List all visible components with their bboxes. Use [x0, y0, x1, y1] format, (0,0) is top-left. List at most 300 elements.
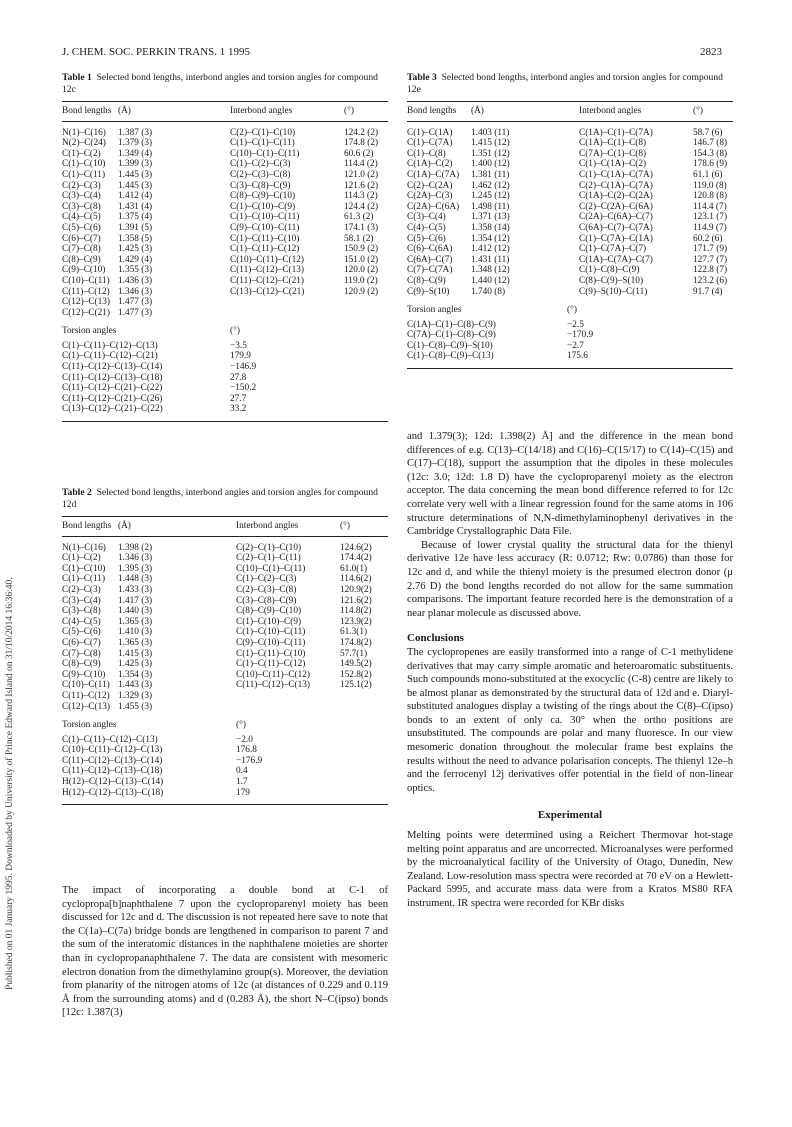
table-cell: 176.8: [236, 745, 257, 756]
table-cell: C(8)–C(9)–S(10): [579, 275, 644, 286]
torsion-row: [407, 330, 733, 341]
table-cell: C(10)–C(11)–C(12)–C(13): [62, 745, 163, 756]
table-cell: 58.7 (6): [693, 127, 723, 138]
table-cell: C(11)–C(12): [62, 286, 110, 297]
table-row: [62, 702, 388, 713]
table-row: [407, 234, 733, 245]
table-cell: [230, 308, 344, 319]
table-cell: 1.415 (3): [118, 648, 153, 659]
table-cell: C(5)–C(6): [62, 627, 101, 638]
table-cell: C(8)–C(9)–C(10): [236, 606, 302, 617]
conclusions-paragraph: The cyclopropenes are easily transformed into a range of C-1 methylidene derivatives that may carry simple aromatic and heteroaromatic substituents. Such compounds mono-substituted at the exocyclic (C-8) centre are likely to be almost planar as demonstrated by the structural data of 12d and e. Diaryl-substituted analogues display a twisting of the rings about the C(8)–C(ipso) bonds to an extent of only ca. 30° when the ortho positions are unsubstituted. The compounds are polar and many fluoresce. In our view mesomeric donation throughout the molecular frame best explains the results without the need to advance polarisation concepts. The thienyl 12e–h and the ferrocenyl 12j derivatives offer potential in the field of non-linear optics.: [407, 646, 733, 794]
table-row: [62, 543, 388, 554]
table-row: [62, 670, 388, 681]
table-cell: C(11)–C(12)–C(13): [230, 265, 305, 276]
table-cell: C(11)–C(12)–C(13)–C(14): [62, 755, 163, 766]
table-row: [62, 265, 388, 276]
left-paragraph: The impact of incorporating a double bond at C-1 of cyclopropa[b]naphthalene 7 upon the cycloproparenyl moiety has been discussed for 12c and d. The discussion is not repeated here save to note that the C(1a)–C(7a) bridge bonds are lengthened in comparison to parent 7 and the sum of the interatomic distances in the naphthalene moieties are shorter than in cyclopropanaphthalene 7. The data are consistent with mesomeric electron donation from the dimethylamino group(s). Moreover, the deviation from planarity of the nitrogen atoms of 12c (at distances of 0.229 and 0.119 Å from the surrounding atoms) and d (0.283 Å), the short N–C(ipso) bonds [12c: 1.387(3): [62, 885, 388, 1019]
table-cell: C(3)–C(4): [62, 595, 101, 606]
table-cell: C(1A)–C(1)–C(7A): [579, 127, 653, 138]
table-cell: C(6)–C(7): [62, 637, 101, 648]
running-header: J. CHEM. SOC. PERKIN TRANS. 1 1995: [62, 46, 251, 58]
table-cell: 1.355 (3): [118, 265, 153, 276]
table-cell: 122.8 (7): [693, 265, 728, 276]
table-cell: C(10)–C(1)–C(11): [230, 148, 300, 159]
table-row: [407, 181, 733, 192]
torsion-row: [62, 735, 388, 746]
table-cell: C(1)–C(10): [62, 159, 106, 170]
table-cell: 150.9 (2): [344, 244, 379, 255]
table-cell: C(1)–C(10)–C(9): [230, 201, 296, 212]
table-cell: C(8)–C(9): [62, 659, 101, 670]
table-cell: C(11)–C(12)–C(13)–C(18): [62, 372, 163, 383]
page-number: 2823: [700, 46, 722, 58]
table-cell: C(1A)–C(1)–C(8): [579, 138, 647, 149]
table-cell: C(7)–C(7A): [407, 265, 453, 276]
table-cell: 1.440 (12): [471, 275, 510, 286]
table1-label: Table 1: [62, 72, 92, 83]
torsion-row: [62, 341, 388, 352]
torsion-header-row: [407, 305, 733, 320]
table-cell: C(1)–C(7A)–C(7): [579, 244, 647, 255]
table-cell: C(2)–C(3)–C(8): [230, 169, 291, 180]
table-cell: H(12)–C(12)–C(13)–C(14): [62, 777, 164, 788]
torsion-row: [62, 745, 388, 756]
table-cell: 61.0(1): [340, 563, 368, 574]
table-cell: 61.3 (2): [344, 212, 374, 223]
table-cell: C(1)–C(11)–C(12)–C(13): [62, 340, 158, 351]
table-cell: 1.354 (3): [118, 669, 153, 680]
table-cell: C(12)–C(13): [62, 701, 111, 712]
torsion-row: [62, 394, 388, 405]
table-cell: C(3)–C(8): [62, 201, 101, 212]
right-paragraph-2: Because of lower crystal quality the structural data for the thienyl derivative 12e have less accuracy (R: 0.0712; Rw: 0.0786) than those for 12c and d, and while the thienyl moiety is the presumed electron donor (μ 2.76 D) the bond lengths recorded do not allow for the same summation comparisons. The important feature recorded here is the demonstration of a near planar molecule as discussed above.: [407, 539, 733, 619]
table-cell: C(1)–C(2): [62, 553, 101, 564]
table-cell: [344, 297, 388, 308]
table-cell: C(3)–C(8)–C(9): [230, 180, 291, 191]
table-cell: 1.399 (3): [118, 159, 153, 170]
table-cell: −146.9: [230, 362, 257, 373]
table-cell: C(11)–C(12)–C(21): [230, 275, 305, 286]
torsion-header-cell: (°): [236, 720, 246, 731]
table-cell: 125.1(2): [340, 680, 372, 691]
torsion-header-row: [62, 720, 388, 735]
table-row: [407, 223, 733, 234]
table-cell: 1.365 (3): [118, 637, 153, 648]
table-cell: 1.391 (5): [118, 222, 153, 233]
table-cell: C(2)–C(1)–C(10): [236, 542, 302, 553]
torsion-header-cell: (°): [230, 326, 240, 337]
torsion-row: [62, 383, 388, 394]
table-cell: C(2)–C(3)–C(8): [236, 584, 297, 595]
table-cell: C(10)–C(1)–C(11): [236, 563, 306, 574]
table-cell: C(6)–C(7): [62, 233, 101, 244]
table-cell: [340, 702, 388, 713]
table-cell: 124.6(2): [340, 542, 372, 553]
torsion-row: [62, 351, 388, 362]
table-cell: 1.445 (3): [118, 180, 153, 191]
table-cell: C(2)–C(1)–C(10): [230, 127, 296, 138]
table-cell: C(1)–C(1A): [407, 127, 453, 138]
table-cell: 114.6(2): [340, 574, 372, 585]
table-cell: 1.354 (12): [471, 233, 510, 244]
table-cell: 61.3(1): [340, 627, 368, 638]
table-cell: −3.5: [230, 340, 247, 351]
table-cell: C(13)–C(12)–C(21): [230, 286, 305, 297]
table-cell: 174.4(2): [340, 553, 372, 564]
table-cell: C(1)–C(11)–C(12)–C(13): [62, 734, 158, 745]
table-cell: C(2A)–C(6A): [407, 201, 460, 212]
table-cell: 120.9(2): [340, 584, 372, 595]
table-cell: 151.0 (2): [344, 254, 379, 265]
table-cell: C(2)–C(2A)–C(6A): [579, 201, 653, 212]
table2-label: Table 2: [62, 487, 92, 498]
table-cell: 1.412 (12): [471, 244, 510, 255]
table1-rows: [62, 128, 388, 319]
table-row: [62, 244, 388, 255]
table-cell: 120.8 (8): [693, 191, 728, 202]
table-cell: C(4)–C(5): [62, 212, 101, 223]
table-cell: 124.2 (2): [344, 127, 379, 138]
table-row: [407, 149, 733, 160]
table-cell: −150.2: [230, 383, 257, 394]
table-cell: [340, 691, 388, 702]
table-cell: 1.365 (3): [118, 616, 153, 627]
table-cell: 1.477 (3): [118, 297, 153, 308]
table-cell: 119.0 (2): [344, 275, 378, 286]
table-row: [407, 276, 733, 287]
table-cell: 152.8(2): [340, 669, 372, 680]
table-cell: 60.2 (6): [693, 233, 723, 244]
table-cell: C(1)–C(10): [62, 563, 106, 574]
table-row: [62, 276, 388, 287]
torsion-header-cell: Torsion angles: [62, 326, 117, 337]
table-cell: C(2)–C(2A): [407, 180, 453, 191]
table-cell: C(5)–C(6): [62, 222, 101, 233]
table-cell: −2.0: [236, 734, 253, 745]
experimental-paragraph: Melting points were determined using a Reichert Thermovar hot-stage melting point apparatus and are uncorrected. Microanalyses were performed by the microanalytical facility of the University of Otago, Dunedin, New Zealand. Low-resolution mass spectra were recorded at 70 eV on a Hewlett-Packard 5995, and accurate mass data were from a Kratos MS80 RFA instrument. IR spectra were recorded for KBr disks: [407, 830, 733, 909]
table-cell: C(1A)–C(1)–C(8)–C(9): [407, 319, 496, 330]
table2-header-cell: (Å): [118, 521, 131, 531]
table1-block: [62, 72, 388, 422]
table-cell: C(9)–C(10): [62, 265, 106, 276]
table-cell: C(7A)–C(1)–C(8)–C(9): [407, 330, 496, 341]
table-row: [62, 255, 388, 266]
table-row: [62, 553, 388, 564]
table-row: [62, 191, 388, 202]
table3-rows: [407, 128, 733, 298]
table-cell: N(1)–C(16): [62, 127, 106, 138]
table-cell: C(1A)–C(7A): [407, 169, 460, 180]
table-cell: 114.8(2): [340, 606, 372, 617]
table-cell: C(1)–C(2): [62, 148, 101, 159]
table1-torsion: [62, 326, 388, 415]
table1-header-cell: (°): [344, 106, 354, 116]
conclusions-heading: Conclusions: [407, 632, 464, 645]
table-cell: C(1)–C(1A)–C(7A): [579, 169, 653, 180]
table-cell: 119.0 (8): [693, 180, 727, 191]
table-cell: 0.4: [236, 766, 248, 777]
table-cell: [344, 308, 388, 319]
table-cell: 114.3 (2): [344, 191, 378, 202]
table-cell: 1.417 (3): [118, 595, 153, 606]
table2-header-cell: Interbond angles: [236, 521, 299, 531]
table-cell: C(1)–C(11): [62, 574, 106, 585]
table-cell: C(5)–C(6): [407, 233, 446, 244]
table-row: [62, 691, 388, 702]
table-row: [62, 234, 388, 245]
torsion-row: [62, 404, 388, 415]
table-cell: C(1)–C(2)–C(3): [230, 159, 291, 170]
table-cell: C(10)–C(11): [62, 275, 110, 286]
torsion-header-cell: Torsion angles: [407, 305, 462, 316]
table-row: [62, 564, 388, 575]
table-cell: C(1)–C(10)–C(11): [236, 627, 306, 638]
experimental-heading: Experimental: [537, 809, 603, 822]
table3-caption-text: Selected bond lengths, interbond angles and torsion angles for compound 12e: [407, 72, 723, 95]
table-cell: C(3)–C(8)–C(9): [236, 595, 297, 606]
table-cell: [236, 702, 340, 713]
table-cell: 1.381 (11): [471, 169, 510, 180]
right-column-text: [407, 430, 733, 911]
table-cell: C(11)–C(12)–C(13)–C(18): [62, 766, 163, 777]
table-row: [62, 585, 388, 596]
table-cell: 1.410 (3): [118, 627, 153, 638]
table3-header: [407, 106, 733, 117]
table-cell: C(8)–C(9): [407, 275, 446, 286]
table-cell: C(9)–S(10)–C(11): [579, 286, 648, 297]
table2-header-cell: (°): [340, 521, 350, 531]
table-cell: 1.498 (11): [471, 201, 510, 212]
table-cell: C(3)–C(4): [62, 191, 101, 202]
table-cell: −2.5: [567, 319, 584, 330]
table-cell: C(8)–C(9)–C(10): [230, 191, 296, 202]
table-cell: C(11)–C(12)–C(21)–C(22): [62, 383, 163, 394]
table-cell: C(12)–C(13): [62, 297, 111, 308]
table-cell: 149.5(2): [340, 659, 372, 670]
table-cell: [230, 297, 344, 308]
table-cell: 1.433 (3): [118, 584, 153, 595]
table-cell: 1.400 (12): [471, 159, 510, 170]
table-cell: 1.398 (2): [118, 542, 153, 553]
table-cell: C(11)–C(12)–C(13): [236, 680, 311, 691]
table-cell: 1.445 (3): [118, 169, 153, 180]
table-row: [407, 244, 733, 255]
table-row: [62, 149, 388, 160]
table-cell: C(10)–C(11)–C(12): [236, 669, 311, 680]
table1-caption: [62, 72, 388, 95]
table1-header-cell: (Å): [118, 106, 131, 116]
table-cell: 1.425 (3): [118, 244, 153, 255]
table-cell: 154.3 (8): [693, 148, 728, 159]
table-cell: 1.375 (4): [118, 212, 153, 223]
torsion-row: [407, 341, 733, 352]
table-cell: 1.358 (5): [118, 233, 153, 244]
table-cell: C(13)–C(12)–C(21)–C(22): [62, 404, 163, 415]
table-cell: 123.9(2): [340, 616, 372, 627]
torsion-row: [407, 351, 733, 362]
table-cell: C(9)–C(10)–C(11): [236, 637, 306, 648]
table-cell: C(8)–C(9): [62, 254, 101, 265]
table-cell: C(2)–C(1)–C(11): [236, 553, 301, 564]
torsion-row: [62, 756, 388, 767]
table-cell: 33.2: [230, 404, 247, 415]
table-row: [407, 159, 733, 170]
table-cell: C(1)–C(11)–C(10): [236, 648, 306, 659]
table-cell: C(1)–C(7A)–C(1A): [579, 233, 653, 244]
table-cell: 1.431 (11): [471, 254, 510, 265]
table3-header-cell: Bond lengths: [407, 106, 457, 116]
torsion-row: [62, 362, 388, 373]
table-row: [407, 287, 733, 298]
table-cell: C(1)–C(1A)–C(2): [579, 159, 647, 170]
table-cell: 171.7 (9): [693, 244, 728, 255]
table-cell: C(6)–C(6A): [407, 244, 453, 255]
table-cell: C(1)–C(8)–C(9)–C(13): [407, 351, 494, 362]
right-paragraph-1: and 1.379(3); 12d: 1.398(2) Å] and the difference in the mean bond differences of e.g. C(13)–C(14/18) and C(16)–C(15/17) to C(14)–C(15) and C(17)–C(18), support the assumption that the dipoles in these molecules (12c: 3.0; 12d: 1.8 D) have the cycloproparenyl moiety as the electron acceptor. The data concerning the mean bond difference referred to for 12c correlate very well with a linear regression found for the same atoms in 106 structure determinations of N,N-dimethylaminophenyl derivatives in the Cambridge Crystallographic Data File.: [407, 431, 733, 538]
table-cell: 1.431 (4): [118, 201, 153, 212]
table-cell: 146.7 (8): [693, 138, 728, 149]
table1-header-cell: Interbond angles: [230, 106, 293, 116]
table-cell: C(1)–C(11)–C(12): [236, 659, 306, 670]
table-cell: 1.358 (14): [471, 222, 510, 233]
table1-header: [62, 106, 388, 117]
table-cell: 124.4 (2): [344, 201, 379, 212]
table-cell: C(1)–C(8): [407, 148, 446, 159]
table-row: [62, 574, 388, 585]
table-row: [62, 638, 388, 649]
table-cell: 175.6: [567, 351, 588, 362]
table-row: [62, 606, 388, 617]
table-cell: 1.429 (4): [118, 254, 153, 265]
table3-caption: [407, 72, 733, 95]
table-cell: C(6A)–C(7): [407, 254, 453, 265]
table-cell: C(2A)–C(3): [407, 191, 453, 202]
table-row: [407, 255, 733, 266]
table-row: [62, 617, 388, 628]
table-cell: C(1)–C(7A): [407, 138, 453, 149]
table-cell: C(9)–C(10)–C(11): [230, 222, 300, 233]
table-cell: C(1)–C(11)–C(10): [230, 233, 300, 244]
table-row: [62, 159, 388, 170]
table-cell: C(1)–C(1)–C(11): [230, 138, 295, 149]
table-cell: C(1)–C(2)–C(3): [236, 574, 297, 585]
table-cell: 1.477 (3): [118, 307, 153, 318]
table2-block: [62, 487, 388, 805]
table-cell: C(9)–S(10): [407, 286, 450, 297]
torsion-row: [62, 766, 388, 777]
table2-caption-text: Selected bond lengths, interbond angles and torsion angles for compound 12d: [62, 487, 378, 510]
table2-header-cell: Bond lengths: [62, 521, 112, 531]
table-cell: 1.455 (3): [118, 701, 153, 712]
table-row: [62, 223, 388, 234]
table-row: [407, 212, 733, 223]
table-cell: 91.7 (4): [693, 286, 723, 297]
table-cell: C(7)–C(8): [62, 648, 101, 659]
table-cell: C(3)–C(4): [407, 212, 446, 223]
table-row: [62, 202, 388, 213]
table-cell: 127.7 (7): [693, 254, 728, 265]
table1-caption-text: Selected bond lengths, interbond angles and torsion angles for compound 12c: [62, 72, 378, 95]
table-cell: 1.379 (3): [118, 138, 153, 149]
table-cell: C(9)–C(10): [62, 669, 106, 680]
torsion-header-row: [62, 326, 388, 341]
table-cell: 61.1 (6): [693, 169, 723, 180]
torsion-row: [62, 777, 388, 788]
table-cell: C(1)–C(11): [62, 169, 106, 180]
table-cell: 179: [236, 787, 250, 798]
table-row: [407, 170, 733, 181]
table-cell: 114.4 (2): [344, 159, 378, 170]
table-cell: 1.346 (3): [118, 286, 153, 297]
table-cell: 114.9 (7): [693, 222, 727, 233]
table-cell: 58.1 (2): [344, 233, 374, 244]
table-cell: C(1A)–C(2)–C(2A): [579, 191, 653, 202]
table-cell: 27.8: [230, 372, 247, 383]
table-row: [62, 287, 388, 298]
table-cell: C(10)–C(11): [62, 680, 110, 691]
table-cell: C(12)–C(21): [62, 307, 111, 318]
table-cell: 1.740 (8): [471, 286, 506, 297]
table-cell: 1.436 (3): [118, 275, 153, 286]
table-row: [62, 297, 388, 308]
table-cell: 1.440 (3): [118, 606, 153, 617]
table-cell: C(1)–C(10)–C(9): [236, 616, 302, 627]
table-row: [407, 202, 733, 213]
table-cell: 114.4 (7): [693, 201, 727, 212]
table-cell: 1.371 (13): [471, 212, 510, 223]
table-row: [62, 680, 388, 691]
table-cell: 1.425 (3): [118, 659, 153, 670]
table-cell: C(1)–C(8)–C(9)–S(10): [407, 340, 493, 351]
table-cell: 121.6 (2): [344, 180, 379, 191]
table-cell: 1.7: [236, 777, 248, 788]
table-cell: C(4)–C(5): [62, 616, 101, 627]
table-cell: C(11)–C(12): [62, 690, 110, 701]
table-cell: C(11)–C(12)–C(21)–C(26): [62, 393, 163, 404]
table-cell: 123.1 (7): [693, 212, 728, 223]
table-cell: N(1)–C(16): [62, 542, 106, 553]
table-row: [62, 128, 388, 139]
table-cell: C(1)–C(8)–C(9): [579, 265, 640, 276]
torsion-header-cell: (°): [567, 305, 577, 316]
table-cell: C(4)–C(5): [407, 222, 446, 233]
table-row: [62, 627, 388, 638]
table-cell: C(2)–C(3): [62, 584, 101, 595]
table-cell: C(3)–C(8): [62, 606, 101, 617]
table-row: [62, 212, 388, 223]
table2-torsion: [62, 720, 388, 798]
table-cell: H(12)–C(12)–C(13)–C(18): [62, 787, 164, 798]
table-cell: 1.348 (12): [471, 265, 510, 276]
table-cell: 123.2 (6): [693, 275, 728, 286]
table-cell: −170.9: [567, 330, 594, 341]
table-cell: C(2)–C(1A)–C(7A): [579, 180, 653, 191]
table-cell: 121.6(2): [340, 595, 372, 606]
table-row: [62, 138, 388, 149]
table-cell: 1.448 (3): [118, 574, 153, 585]
table3-header-cell: (Å): [471, 106, 484, 116]
table-cell: 120.9 (2): [344, 286, 379, 297]
table3-header-cell: Interbond angles: [579, 106, 642, 116]
table3-header-cell: (°): [693, 106, 703, 116]
table-cell: C(6A)–C(7)–C(7A): [579, 222, 653, 233]
table-row: [62, 649, 388, 660]
table-row: [62, 170, 388, 181]
table-cell: 1.346 (3): [118, 553, 153, 564]
side-note-text: Published on 01 January 1995. Downloaded by University of Prince Edward Island on 31/10/2014 16:36:40.: [5, 577, 15, 990]
table-cell: 1.443 (3): [118, 680, 153, 691]
